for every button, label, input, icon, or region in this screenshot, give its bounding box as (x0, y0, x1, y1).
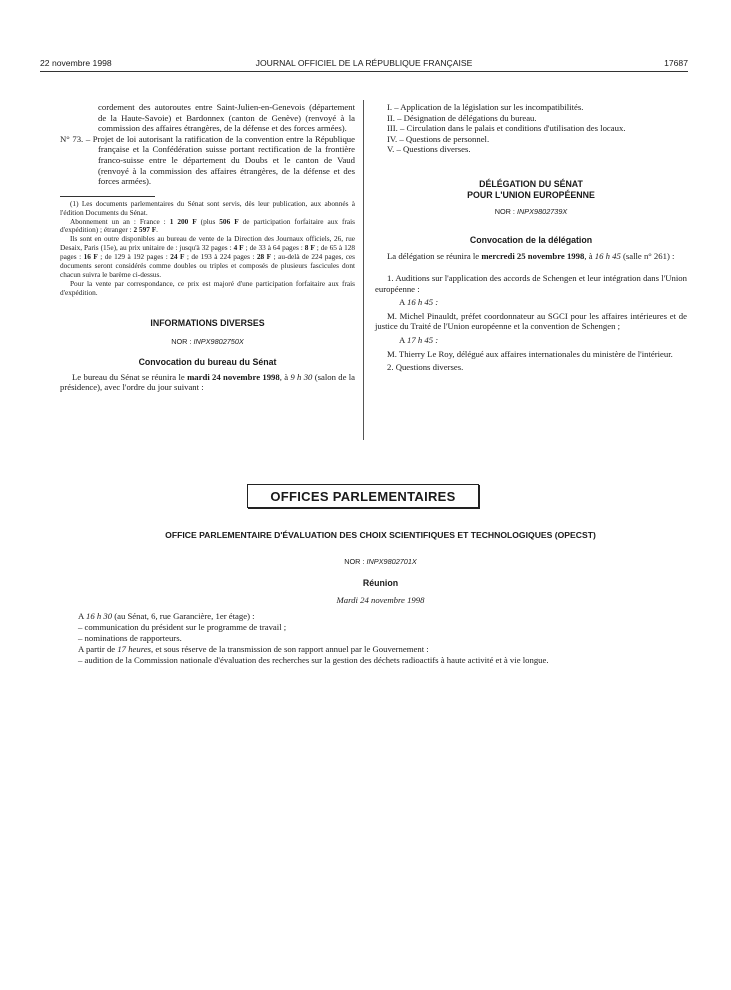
schedule-line-1: A 16 h 30 (au Sénat, 6, rue Garancière, 1er étage) : (78, 611, 255, 622)
convocation-paragraph: La délégation se réunira le mercredi 25 novembre 1998, à 16 h 45 (salle n° 261) : (387, 251, 675, 262)
pinauldt-paragraph: M. Michel Pinauldt, préfet coordonnateur au SGCI pour les affaires intérieures et de justice du Traité de l'Union européenne et la convention de Schengen ; (375, 310, 687, 332)
convocation-title: Convocation de la délégation (469, 234, 593, 245)
item-73-text: – Projet de loi autorisant la ratification de la convention entre la République française et la Confédération suisse portant rectification de la frontière franco-suisse entre le département du Doubs et le canton de Vaud (renvoyé à la commission des affaires étrangères, de la défense et des forces armées). (85, 133, 355, 187)
item-73 (60, 134, 355, 187)
footnote-rule (60, 196, 155, 197)
time-1645: A 16 h 45 : (399, 297, 439, 308)
delegation-title-line2: POUR L'UNION EUROPÉENNE (467, 189, 595, 200)
questions-diverses: 2. Questions diverses. (387, 362, 464, 373)
auditions-item: 1. Auditions sur l'application des accords de Schengen et leur intégration dans l'Union européenne : (375, 272, 687, 294)
schedule-line-5: – audition de la Commission nationale d'évaluation des recherches sur la gestion des déchets radioactifs à haute activité et à vie longue. (78, 654, 549, 665)
left-column (60, 102, 355, 393)
header-page-number: 17687 (664, 58, 688, 68)
column-divider (363, 100, 364, 440)
reunion-date: Mardi 24 novembre 1998 (336, 594, 425, 605)
agenda-item: III. – Circulation dans le palais et conditions d'utilisation des locaux. (387, 123, 626, 134)
header-journal-title: JOURNAL OFFICIEL DE LA RÉPUBLIQUE FRANÇAISE (255, 58, 473, 68)
schedule-line-2: – communication du président sur le programme de travail ; (78, 621, 287, 632)
opecst-title: OFFICE PARLEMENTAIRE D'ÉVALUATION DES CHOIX SCIENTIFIQUES ET TECHNOLOGIQUES (OPECST) (165, 530, 596, 540)
item-73-label: N° 73. (60, 133, 84, 144)
schedule-line-4: A partir de 17 heures, et sous réserve de la transmission de son rapport annuel par le Gouvernement : (78, 644, 429, 655)
footnote-1: (1) Les documents parlementaires du Sénat sont servis, dès leur publication, aux abonnés à l'édition Documents du Sénat. (60, 198, 355, 217)
opecst-nor: NOR : INPX9802701X (344, 556, 417, 566)
offices-parlementaires-box: OFFICES PARLEMENTAIRES (247, 484, 479, 508)
footnote-4: Pour la vente par correspondance, ce prix est majoré d'une participation forfaitaire aux frais d'expédition. (60, 278, 355, 297)
time-1745: A 17 h 45 : (399, 334, 439, 345)
header-rule (40, 71, 688, 72)
reunion-title: Réunion (362, 578, 399, 589)
page-header (40, 58, 688, 71)
footnote-2: Abonnement un an : France : 1 200 F (plus 506 F de participation forfaitaire aux frais d'expédition) ; étranger : 2 597 F. (60, 216, 355, 235)
agenda-item: I. – Application de la législation sur les incompatibilités. (387, 102, 584, 112)
agenda-item: II. – Désignation de délégations du bureau. (387, 112, 537, 123)
agenda-item: IV. – Questions de personnel. (387, 133, 490, 144)
agenda-item: V. – Questions diverses. (387, 144, 471, 155)
bureau-paragraph: Le bureau du Sénat se réunira le mardi 24 novembre 1998, à 9 h 30 (salon de la présidence), avec l'ordre du jour suivant : (60, 371, 356, 393)
info-nor: NOR : INPX9802750X (171, 337, 244, 347)
leroy-paragraph: M. Thierry Le Roy, délégué aux affaires internationales du ministère de l'intérieur. (387, 348, 673, 359)
continued-paragraph: cordement des autoroutes entre Saint-Julien-en-Genevois (département de la Haute-Savoie) et Bardonnex (canton de Genève) (renvoyé à la commission des affaires étrangères, de la défense et des forces armées). (98, 102, 355, 134)
header-date: 22 novembre 1998 (40, 58, 112, 68)
opecst-section (78, 530, 683, 665)
delegation-title-line1: DÉLÉGATION DU SÉNAT (479, 178, 583, 189)
right-column (375, 102, 687, 373)
footnote-3: Ils sont en outre disponibles au bureau de vente de la Direction des Journaux officiels, 26, rue Desaix, Paris (15e), au prix unitaire de : jusqu'à 32 pages : 4 F ; de 33 à 64 pages : 8 F ; de 65 à 128 pages : 16 F ; de 129 à 192 pages : 24 F ; de 193 à 224 pages : 28 F ; au-delà de 224 pages, ces documents seront considérés comme doubles ou triples et composés de plusieurs fascicules dont chacun suivra le barème ci-dessus. (60, 234, 356, 279)
delegation-nor: NOR : INPX9802739X (494, 207, 568, 217)
info-section-title: INFORMATIONS DIVERSES (150, 317, 265, 328)
schedule-line-3: – nominations de rapporteurs. (78, 632, 182, 643)
bureau-title: Convocation du bureau du Sénat (138, 356, 277, 367)
